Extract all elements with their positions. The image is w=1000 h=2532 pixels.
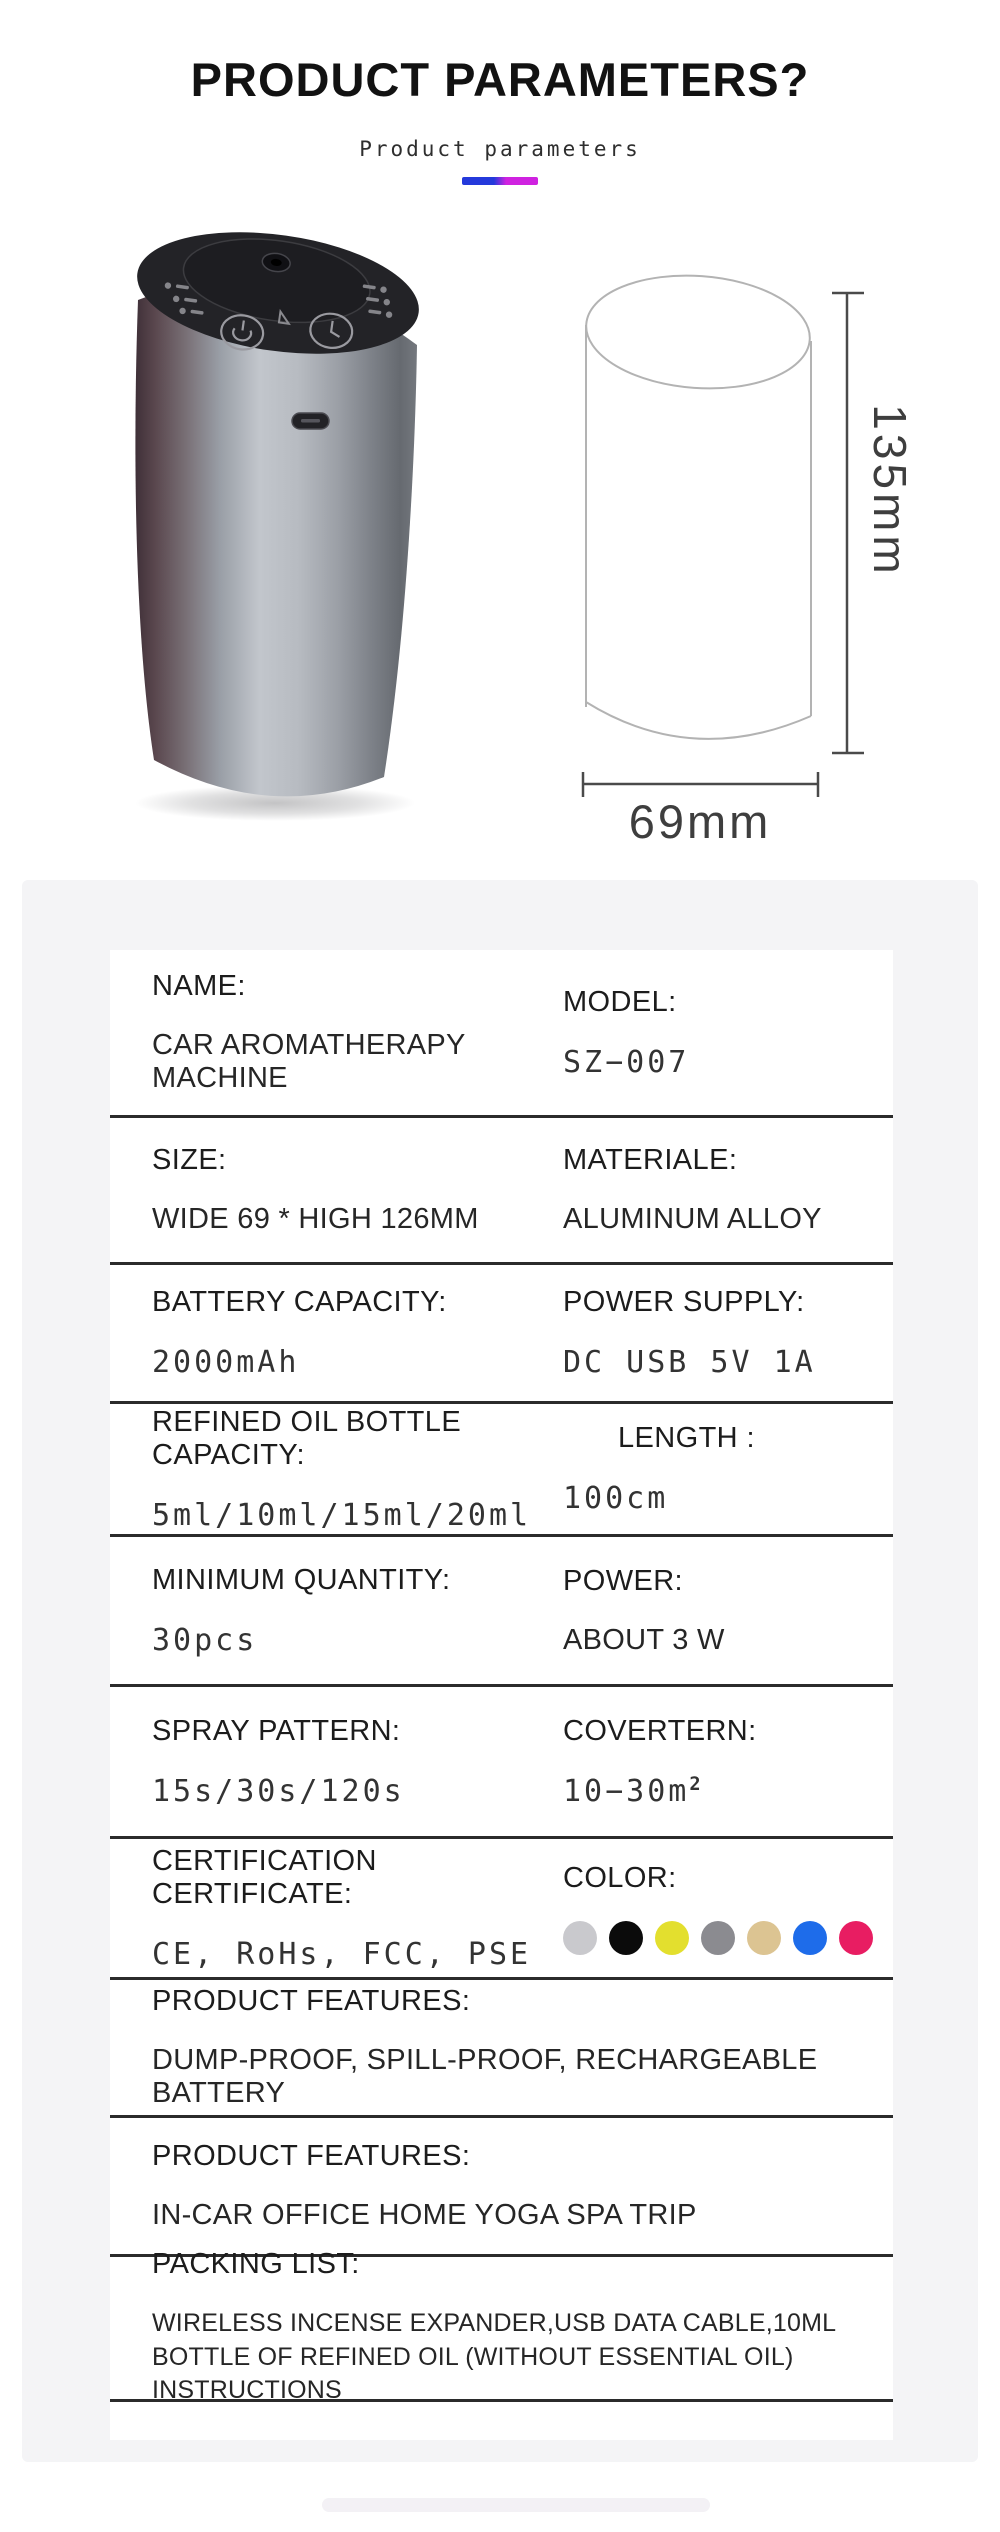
spec-value: ABOUT 3 W bbox=[563, 1623, 725, 1656]
usb-c-port bbox=[292, 413, 329, 429]
spec-value: DUMP-PROOF, SPILL-PROOF, RECHARGEABLE BATTERY bbox=[152, 2044, 818, 2109]
color-swatch bbox=[793, 1921, 827, 1955]
spec-label: PRODUCT FEATURES: bbox=[152, 1985, 471, 2017]
spec-label: COVERTERN: bbox=[563, 1714, 757, 1747]
page-title: PRODUCT PARAMETERS? bbox=[190, 53, 810, 106]
spec-label: SIZE: bbox=[152, 1144, 227, 1176]
spec-label: LENGTH : bbox=[618, 1422, 755, 1454]
spec-row bbox=[110, 1404, 893, 1537]
spec-card bbox=[110, 950, 893, 2440]
spec-row bbox=[110, 2247, 893, 2405]
spec-cell bbox=[152, 2247, 873, 2405]
spec-cell bbox=[563, 1839, 873, 1977]
spec-row bbox=[110, 950, 893, 1118]
spec-cell bbox=[152, 1404, 563, 1534]
spec-label: POWER: bbox=[563, 1564, 684, 1597]
spec-cell bbox=[563, 1118, 873, 1262]
spec-value: IN-CAR OFFICE HOME YOGA SPA TRIP bbox=[152, 2199, 697, 2231]
spec-rows bbox=[110, 950, 893, 2405]
width-dimension-label: 69mm bbox=[628, 795, 772, 848]
superscript: 2 bbox=[689, 1773, 704, 1795]
spec-value: CE, RoHs, FCC, PSE bbox=[152, 1936, 532, 1972]
spec-cell bbox=[152, 1118, 563, 1262]
spec-label: PRODUCT FEATURES: bbox=[152, 2140, 471, 2172]
spec-value: 5ml/10ml/15ml/20ml bbox=[152, 1497, 532, 1533]
height-dimension-label: 135mm bbox=[863, 404, 916, 578]
spec-row bbox=[110, 1118, 893, 1265]
spec-label: MODEL: bbox=[563, 985, 677, 1018]
spec-cell bbox=[152, 1687, 563, 1836]
spec-value: 30pcs bbox=[152, 1622, 258, 1658]
spec-row bbox=[110, 1537, 893, 1687]
spec-label: NAME: bbox=[152, 970, 246, 1002]
spec-row bbox=[110, 2118, 893, 2257]
spec-cell bbox=[563, 1537, 873, 1684]
spec-cell bbox=[152, 950, 563, 1115]
spec-label: MATERIALE: bbox=[563, 1144, 738, 1176]
color-swatch bbox=[655, 1921, 689, 1955]
spec-label: PACKING LIST: bbox=[152, 2247, 360, 2280]
spec-value: WIDE 69 * HIGH 126MM bbox=[152, 1203, 479, 1235]
width-dimension-line bbox=[583, 772, 818, 797]
product-body bbox=[135, 280, 417, 797]
spec-cell bbox=[563, 950, 873, 1115]
footer-smudge bbox=[322, 2498, 710, 2512]
spec-row bbox=[110, 1839, 893, 1980]
spec-cell bbox=[563, 1404, 873, 1534]
spec-label: POWER SUPPLY: bbox=[563, 1286, 805, 1318]
product-photo bbox=[120, 215, 440, 840]
spec-row bbox=[110, 1687, 893, 1839]
cylinder-outline bbox=[582, 268, 813, 739]
color-swatches bbox=[563, 1921, 873, 1955]
spec-cell bbox=[152, 1839, 563, 1977]
color-swatch bbox=[609, 1921, 643, 1955]
spec-label: MINIMUM QUANTITY: bbox=[152, 1563, 451, 1596]
accent-gradient-bar bbox=[462, 177, 538, 185]
spec-value: 100cm bbox=[563, 1481, 669, 1516]
spec-cell bbox=[152, 1980, 873, 2115]
spec-value: $10-30m^2$ bbox=[563, 1773, 704, 1809]
color-swatch bbox=[701, 1921, 735, 1955]
spec-cell bbox=[152, 2118, 873, 2254]
spec-value: 2000mAh bbox=[152, 1345, 300, 1380]
spec-cell bbox=[563, 1687, 873, 1836]
dimension-diagram bbox=[540, 260, 960, 880]
color-swatch bbox=[839, 1921, 873, 1955]
spec-value: 15s/30s/120s bbox=[152, 1773, 405, 1809]
spec-value: SZ−007 bbox=[563, 1044, 690, 1080]
spec-row bbox=[110, 1980, 893, 2118]
color-swatch bbox=[563, 1921, 597, 1955]
spec-value: ALUMINUM ALLOY bbox=[563, 1203, 822, 1235]
spec-value: DC USB 5V 1A bbox=[563, 1345, 816, 1380]
page-subtitle: Product parameters bbox=[359, 137, 641, 161]
color-swatch bbox=[747, 1921, 781, 1955]
spec-value: CAR AROMATHERAPY MACHINE bbox=[152, 1029, 466, 1094]
header bbox=[0, 0, 1000, 185]
spec-label: REFINED OIL BOTTLE CAPACITY: bbox=[152, 1405, 462, 1471]
spec-label: COLOR: bbox=[563, 1861, 677, 1894]
spec-cell bbox=[563, 1265, 873, 1401]
spec-cell bbox=[152, 1265, 563, 1401]
spec-value: WIRELESS INCENSE EXPANDER,USB DATA CABLE,10ML BOTTLE OF REFINED OIL (WITHOUT ESSENTIAL OIL) INSTRUCTIONS bbox=[152, 2308, 836, 2405]
spec-panel bbox=[22, 880, 978, 2462]
spec-label: SPRAY PATTERN: bbox=[152, 1714, 401, 1747]
spec-row bbox=[110, 1265, 893, 1404]
spec-label: CERTIFICATION CERTIFICATE: bbox=[152, 1844, 377, 1910]
spec-cell bbox=[152, 1537, 563, 1684]
height-dimension-line bbox=[832, 293, 864, 753]
spec-label: BATTERY CAPACITY: bbox=[152, 1286, 447, 1318]
